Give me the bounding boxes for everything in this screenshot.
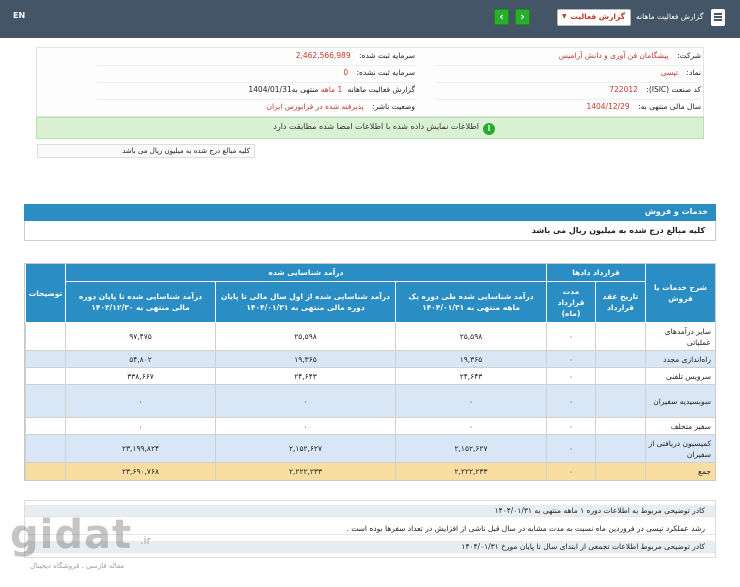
header-contracts: قرارداد دادها [546, 264, 645, 282]
chevron-down-icon: ▼ [562, 13, 567, 20]
table-row: سرویس تلفنی ۰ ۲۴,۶۴۳ ۲۴,۶۴۳ ۳۳۸,۶۶۷ [25, 368, 715, 385]
chevron-left-icon[interactable]: ‹ [494, 9, 509, 25]
table-row: راه‌اندازی مجدد ۰ ۱۹,۳۶۵ ۱۹,۳۶۵ ۵۴,۸۰۲ [25, 351, 715, 368]
top-bar [0, 0, 740, 38]
units-note: کلیه مبالغ درج شده به میلیون ریال می باشد [37, 144, 255, 158]
watermark: gidat .ir مقاله فارسی ، فروشگاه دیجیتال [10, 512, 152, 570]
section-title: خدمات و فروش [24, 204, 716, 221]
header-prev-revenue: درآمد شناسایی شده تا پایان دوره مالی منتهی به ۱۴۰۳/۱۲/۳۰ [65, 282, 215, 323]
company-row: شرکت: پیشگامان فن آوری و دانش آرامیس [435, 51, 701, 66]
symbol-row: نماد: تپسی [435, 68, 701, 83]
note-period-header: کادر توضیحی مربوط به اطلاعات دوره ۱ ماهه منتهی به ۱۴۰۴/۰۱/۳۱ [25, 505, 715, 517]
header-description: توضیحات [25, 264, 65, 323]
report-type-select[interactable] [557, 9, 631, 26]
header-contract-duration: مدت قرارداد (ماه) [546, 282, 595, 323]
chevron-right-icon[interactable]: › [515, 9, 530, 25]
language-toggle[interactable]: EN [13, 11, 26, 20]
table-row: سوبسیدیه سفیران ۰ ۰ ۰ ۰ [25, 385, 715, 418]
page-title: گزارش فعالیت ماهانه [636, 12, 704, 21]
section-subtitle: کلیه مبالغ درج شده به میلیون ریال می باشد [24, 221, 716, 241]
report-period-row: گزارش فعالیت ماهانه 1 ماهه منتهی به1404/01/31 [97, 85, 415, 100]
report-icon [711, 9, 725, 26]
publisher-status-row: وضعیت ناشر: پذیرفته شده در فرابورس ایران [266, 102, 415, 111]
sales-table [24, 263, 716, 481]
report-type-value: گزارش فعالیت [570, 12, 625, 21]
fiscal-year-row: سال مالی منتهی به: 1404/12/29 [586, 102, 701, 111]
header-service: شرح خدمات یا فروش [645, 264, 715, 323]
table-row: کمیسیون دریافتی از سفیران ۰ ۲,۱۵۲,۶۲۷ ۲,۱۵۲,۶۲۷ ۲۳,۱۹۹,۸۲۴ [25, 435, 715, 463]
unregistered-capital-row: سرمایه ثبت نشده: 0 [97, 68, 415, 83]
watermark-logo: gidat [10, 512, 133, 558]
isic-row: کد صنعت (ISIC): 722012 [435, 85, 701, 100]
note-period-text: رشد عملکرد تپسی در فروردین ماه نسبت به مدت مشابه در سال قبل ناشی از افزایش در تعداد سفرها بوده است . [25, 523, 715, 535]
table-row: سایر درآمدهای عملیاتی ۰ ۲۵,۵۹۸ ۲۵,۵۹۸ ۹۷,۴۷۵ [25, 323, 715, 351]
verification-alert: iاطلاعات نمایش داده شده با اطلاعات امضا شده مطابقت دارد [36, 117, 704, 139]
table-total-row: جمع ۰ ۲,۲۲۲,۲۳۳ ۲,۲۲۲,۲۳۳ ۲۳,۶۹۰,۷۶۸ [25, 463, 715, 480]
symbol-link[interactable]: تپسی [660, 68, 679, 77]
header-period-revenue: درآمد شناسایی شده طی دوره یک ماهه منتهی به ۱۴۰۴/۰۱/۳۱ [395, 282, 546, 323]
info-icon: i [483, 123, 495, 135]
capital-row: سرمایه ثبت شده: 2,462,566,989 [97, 51, 415, 66]
note-cumulative-header: کادر توضیحی مربوط اطلاعات تجمعی از ابتدای سال تا پایان مورخ ۱۴۰۴/۰۱/۳۱ [25, 541, 715, 553]
header-ytd-revenue: درآمد شناسایی شده از اول سال مالی تا پایان دوره مالی منتهی به ۱۴۰۴/۰۱/۳۱ [215, 282, 395, 323]
header-recognized: درآمد شناسایی شده [65, 264, 546, 282]
company-info-panel [36, 47, 704, 117]
header-contract-date: تاریخ عقد قرارداد [595, 282, 645, 323]
table-row: سفیر متخلف ۰ ۰ ۰ ۰ [25, 418, 715, 435]
company-link[interactable]: پیشگامان فن آوری و دانش آرامیس [558, 51, 669, 60]
